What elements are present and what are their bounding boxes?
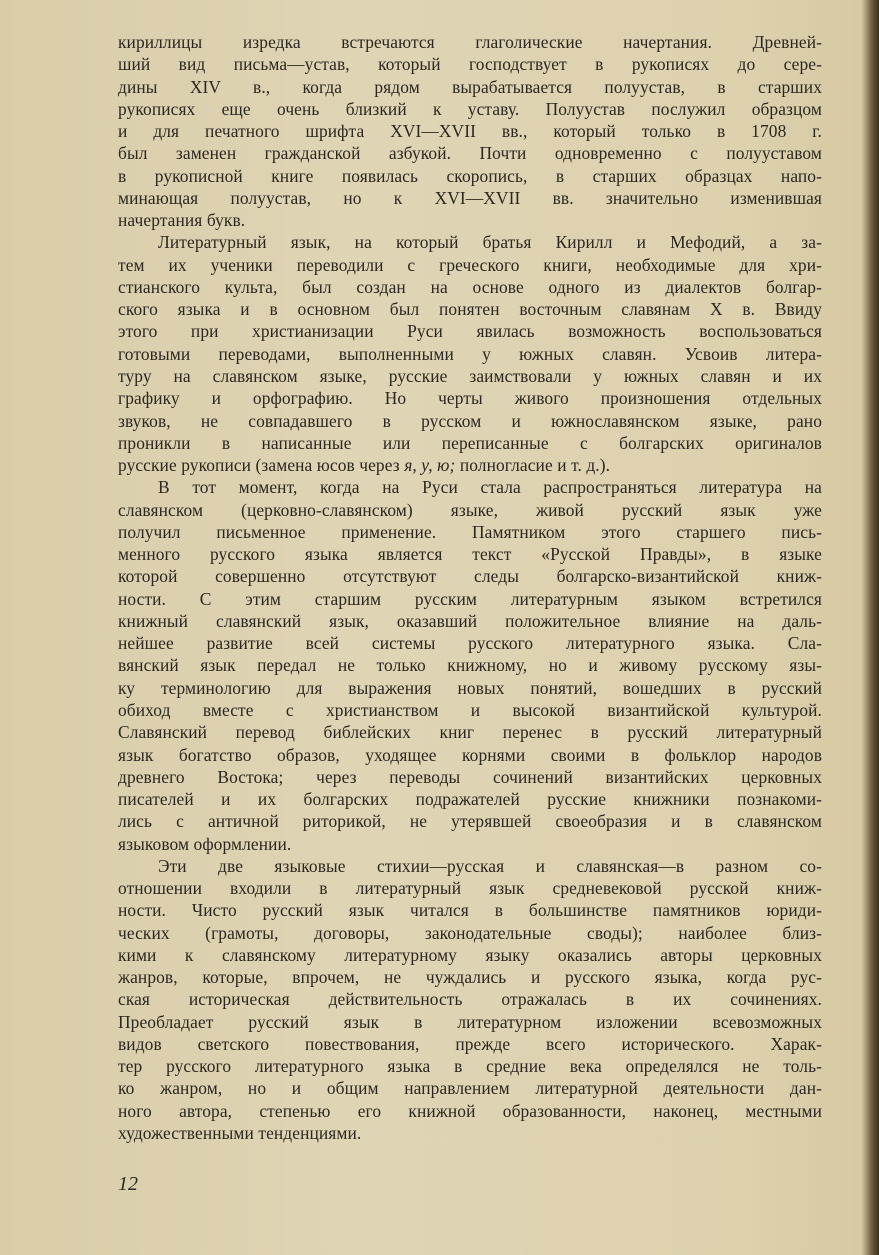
text-line: готовыми переводами, выполненными у южных славян. Усвоив литера- — [118, 343, 822, 364]
text-line: древнего Востока; через переводы сочинений византийских церковных — [118, 766, 822, 787]
text-line: тер русского литературного языка в средние века определялся не толь- — [118, 1056, 822, 1077]
text-line: этого при христианизации Руси явилась возможность воспользоваться — [118, 321, 822, 342]
text-line: рукописях еще очень близкий к уставу. Полуустав послужил образцом — [118, 98, 822, 119]
text-line: звуков, не совпадавшего в русском и южнославянском языке, рано — [118, 410, 822, 431]
text-line: видов светского повествования, прежде всего исторического. Харак- — [118, 1033, 822, 1054]
paragraph — [118, 31, 822, 231]
text-line: ности. С этим старшим русским литературным языком встретился — [118, 588, 822, 609]
text-line: нейшее развитие всей системы русского литературного языка. Сла- — [118, 633, 822, 654]
text-line: художественными тенденциями. — [118, 1123, 362, 1144]
text-line: менного русского языка является текст «Русской Правды», в языке — [118, 544, 822, 565]
text-line: ко жанром, но и общим направлением литературной деятельности дан- — [118, 1078, 822, 1099]
text-span: полногласие и т. д.). — [455, 455, 611, 476]
text-line: книжный славянский язык, оказавший положительное влияние на даль- — [118, 610, 822, 631]
text-line: писателей и их болгарских подражателей русские книжники познакоми- — [118, 789, 822, 810]
text-line: обиход вместе с христианством и высокой византийской культурой. — [118, 699, 822, 720]
text-line: ного автора, степенью его книжной образованности, наконец, местными — [118, 1100, 822, 1121]
text-line: ку терминологию для выражения новых понятий, вошедших в русский — [118, 677, 822, 698]
text-line: ского языка и в основном был понятен восточным славянам X в. Ввиду — [118, 299, 822, 320]
text-line — [118, 454, 822, 476]
text-line: языковом оформлении. — [118, 833, 292, 854]
text-line: и для печатного шрифта XVI—XVII вв., который только в 1708 г. — [118, 121, 822, 142]
text-line: Преобладает русский язык в литературном изложении всевозможных — [118, 1011, 822, 1032]
paragraph — [118, 231, 822, 476]
paragraph — [118, 476, 822, 855]
text-line: Литературный язык, на который братья Кирилл и Мефодий, а за- — [158, 232, 822, 253]
page-body — [118, 31, 822, 1144]
italic-text: я, у, ю; — [404, 455, 456, 476]
text-line: язык богатство образов, уходящее корнями своими в фольклор народов — [118, 744, 822, 765]
text-line: в рукописной книге появилась скоропись, в старших образцах напо- — [118, 165, 822, 186]
paragraph — [118, 855, 822, 1144]
text-line: стианского культа, был создан на основе одного из диалектов болгар- — [118, 276, 822, 297]
text-line: проникли в написанные или переписанные с болгарских оригиналов — [118, 432, 822, 453]
text-line: жанров, которые, впрочем, не чуждались и русского языка, когда рус- — [118, 967, 822, 988]
text-line: минающая полуустав, но к XVI—XVII вв. значительно изменившая — [118, 187, 822, 208]
text-line: вянский язык передал не только книжному, но и живому русскому язы- — [118, 655, 822, 676]
text-line: ская историческая действительность отражалась в их сочинениях. — [118, 989, 822, 1010]
text-line: которой совершенно отсутствуют следы болгарско-византийской книж- — [118, 566, 822, 587]
page-number: 12 — [118, 1173, 138, 1195]
text-line: ности. Чисто русский язык читался в большинстве памятников юриди- — [118, 900, 822, 921]
text-line: дины XIV в., когда рядом вырабатывается полуустав, в старших — [118, 76, 822, 97]
text-line: графику и орфографию. Но черты живого произношения отдельных — [118, 388, 822, 409]
text-line: получил письменное применение. Памятником этого старшего пись- — [118, 521, 822, 542]
text-line: В тот момент, когда на Руси стала распространяться литература на — [158, 477, 822, 498]
text-line: ший вид письма—устав, который господствует в рукописях до сере- — [118, 54, 822, 75]
text-line: начертания букв. — [118, 210, 246, 231]
text-line: был заменен гражданской азбукой. Почти одновременно с полууставом — [118, 143, 822, 164]
text-span: русские рукописи (замена юсов через — [118, 455, 405, 476]
text-line: славянском (церковно-славянском) языке, живой русский язык уже — [118, 499, 822, 520]
text-line: ческих (грамоты, договоры, законодательные своды); наиболее близ- — [118, 922, 822, 943]
text-line: лись с античной риторикой, не утерявшей своеобразия и в славянском — [118, 811, 822, 832]
text-line: Славянский перевод библейских книг перенес в русский литературный — [118, 722, 822, 743]
text-line: отношении входили в литературный язык средневековой русской книж- — [118, 878, 822, 899]
text-line: кириллицы изредка встречаются глаголические начертания. Древней- — [118, 32, 822, 52]
text-line: туру на славянском языке, русские заимствовали у южных славян и их — [118, 365, 822, 386]
text-line: тем их ученики переводили с греческого книги, необходимые для хри- — [118, 254, 822, 275]
text-line: Эти две языковые стихии—русская и славянская—в разном со- — [158, 855, 822, 876]
text-line: кими к славянскому литературному языку оказались авторы церковных — [118, 944, 822, 965]
